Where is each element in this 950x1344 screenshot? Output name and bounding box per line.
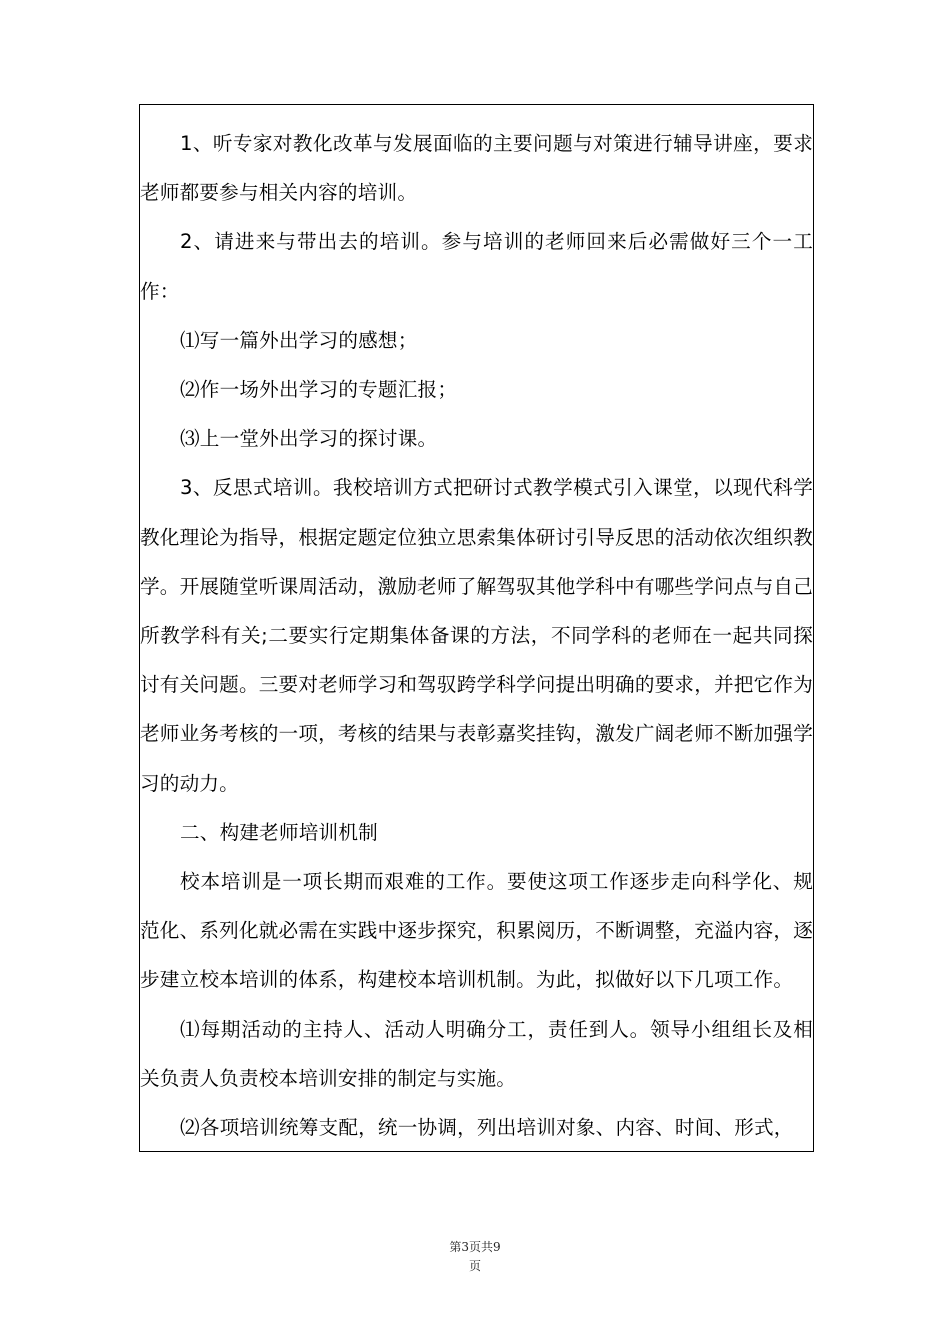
page-number-line-1: 第3页共9: [449, 1240, 501, 1254]
list-item-lesson: ⑶上一堂外出学习的探讨课。: [180, 427, 438, 451]
list-item-responsibility: ⑴每期活动的主持人、活动人明确分工，责任到人。领导小组组长及相关负责人负责校本培训安排的制定与实施。: [140, 1017, 813, 1090]
document-frame: [139, 104, 814, 1152]
document-body: [140, 119, 813, 1152]
page-number: [400, 1238, 550, 1276]
page-number-line-2: 页: [468, 1259, 481, 1273]
list-item-reflection: ⑴写一篇外出学习的感想；: [180, 328, 418, 352]
section-heading: 二、构建老师培训机制: [180, 820, 378, 844]
list-item-report: ⑵作一场外出学习的专题汇报；: [180, 378, 458, 402]
paragraph-reflective-training: 3、反思式培训。我校培训方式把研讨式教学模式引入课堂，以现代科学教化理论为指导，根据定题定位独立思索集体研讨引导反思的活动依次组织教学。开展随堂听课周活动，激励老师了解驾驭其他学科中有哪些学问点与自己所教学科有关;二要实行定期集体备课的方法，不同学科的老师在一起共同探讨有关问题。三要对老师学习和驾驭跨学科学问提出明确的要求，并把它作为老师业务考核的一项，考核的结果与表彰嘉奖挂钩，激发广阔老师不断加强学习的动力。: [140, 476, 813, 795]
list-item-coordination: ⑵各项培训统筹支配，统一协调，列出培训对象、内容、时间、形式，: [180, 1116, 794, 1140]
paragraph-external-training: 2、请进来与带出去的培训。参与培训的老师回来后必需做好三个一工作：: [140, 230, 813, 303]
paragraph-expert-lecture: 1、听专家对教化改革与发展面临的主要问题与对策进行辅导讲座，要求老师都要参与相关内容的培训。: [140, 132, 813, 205]
paragraph-mechanism: 校本培训是一项长期而艰难的工作。要使这项工作逐步走向科学化、规范化、系列化就必需在实践中逐步探究，积累阅历，不断调整，充溢内容，逐步建立校本培训的体系，构建校本培训机制。为此，拟做好以下几项工作。: [140, 870, 813, 992]
